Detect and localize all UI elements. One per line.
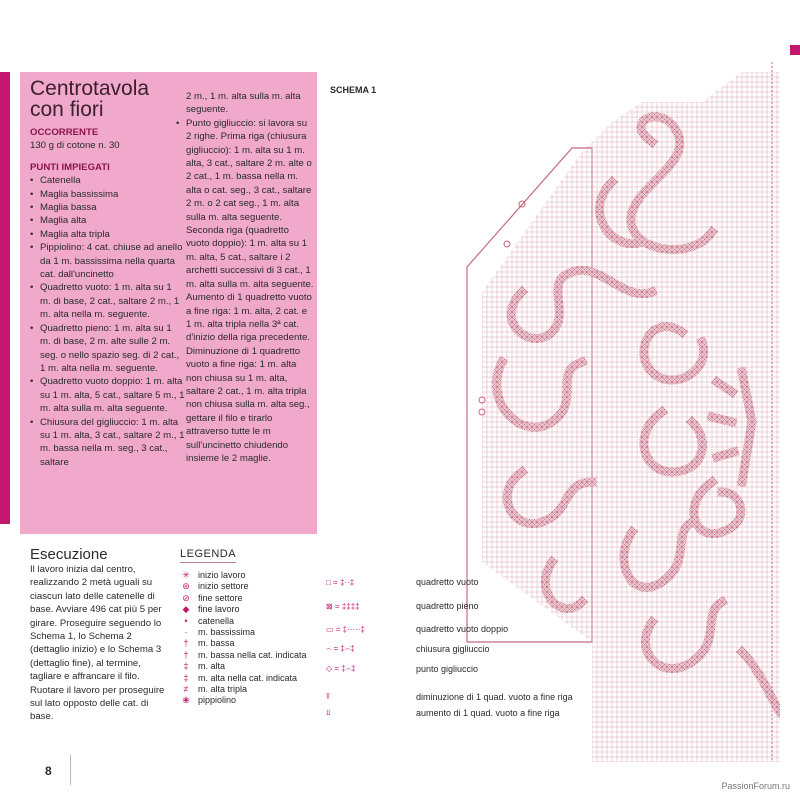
legenda-item [180, 581, 307, 592]
key-item [326, 577, 479, 587]
key-label: quadretto vuoto [416, 577, 479, 587]
asterisk-icon: ✳ [182, 570, 190, 580]
t-icon: ‡ [183, 661, 189, 672]
legenda-item [180, 604, 307, 615]
legenda-item [180, 570, 307, 581]
crossed-circle-icon: ⊘ [182, 592, 190, 603]
legenda-item [180, 638, 307, 649]
key-symbol-icon: ⊠ = ‡‡‡‡ [326, 601, 360, 611]
legenda-title: LEGENDA [180, 548, 236, 563]
legenda-list [180, 570, 307, 707]
key-symbol-icon: ◇ = ‡⌢‡ [326, 664, 356, 673]
key-item [326, 601, 479, 611]
legenda-item [180, 695, 307, 706]
key-item [326, 644, 490, 654]
occorrente-text: 130 g di cotone n. 30 [30, 140, 120, 152]
legenda-label: fine lavoro [198, 604, 240, 615]
legenda-label: m. alta tripla [198, 684, 248, 695]
article-title: Centrotavola con fiori [30, 77, 150, 121]
occorrente-heading: OCCORRENTE [30, 127, 99, 138]
right-accent-mark [790, 45, 800, 55]
legenda-item [180, 684, 307, 695]
chart-grid-region [482, 72, 780, 762]
key-item [326, 624, 508, 634]
cross-icon: † [183, 649, 189, 660]
key-label: aumento di 1 quad. vuoto a fine riga [416, 708, 560, 718]
page-divider [70, 755, 71, 785]
key-label: punto gigliuccio [416, 664, 479, 674]
esecuzione-title: Esecuzione [30, 546, 108, 563]
materials-column-2 [176, 90, 314, 465]
legenda-label: pippiolino [198, 695, 237, 706]
legenda-item [180, 673, 307, 684]
list-item: • Quadretto pieno: 1 m. alta su 1 m. di base, 2 m. alte sulle 2 m. seg. o nello spazio seg. di 2 cat., 1 m. alta nella m. seguente. [30, 322, 185, 376]
legenda-label: m. alta [198, 661, 226, 672]
punto-gigliuccio-item: • Punto gigliuccio: si lavora su 2 righe. Prima riga (chiusura gigliuccio): 1 m. alta su 1 m. alta, 3 cat., saltare 2 m. alte o 2 cat., 1 m. bassa nella m. alta o cat. seg., 3 cat., saltare 2 m. o 2 cat seg., 1 m. alta sulla m. alta seguente. Seconda riga (quadretto vuoto doppio): 1 m. alta su 1 m. alta, 5 cat., saltare i 2 archetti successivi di 3 cat., 1 m. alta sulla m. alta seguente. [176, 117, 314, 291]
legenda-label: m. bassa nella cat. indicata [198, 649, 307, 660]
key-item [326, 708, 560, 718]
picot-icon: ❀ [182, 695, 190, 706]
list-item: • Catenella [30, 174, 185, 187]
list-item: • Maglia alta tripla [30, 228, 185, 241]
t-icon: ‡ [183, 672, 189, 683]
watermark: PassionForum.ru [721, 781, 790, 791]
punti-heading: PUNTI IMPIEGATI [30, 161, 110, 173]
filet-chart [462, 62, 780, 762]
key-label: quadretto pieno [416, 601, 479, 611]
list-item: • Chiusura del gigliuccio: 1 m. alta su 1 m. alta, 3 cat., saltare 2 m., 1 m. bassa nella m. seg., 3 cat., saltare [30, 416, 185, 470]
list-item: • Quadretto vuoto: 1 m. alta su 1 m. di base, 2 cat., saltare 2 m., 1 m. alta nella m. seguente. [30, 281, 185, 321]
legenda-label: m. bassa [198, 638, 235, 649]
key-symbol-icon: ⫫ [326, 708, 331, 717]
schema-title: SCHEMA 1 [330, 85, 377, 95]
legenda-label: inizio lavoro [198, 570, 246, 580]
legenda-label: m. alta nella cat. indicata [198, 672, 298, 683]
list-item: • Maglia alta [30, 214, 185, 227]
diminuzione-text: Diminuzione di 1 quadretto vuoto a fine riga: 1 m. alta non chiusa su 1 m. alta, saltare 2 cat., 1 m. alta tripla non chiusa sulla m. alta seg., gettare il filo e tirarlo attraverso tutte le m sull'uncinetto chiudendo insieme le 2 maglie. [186, 345, 310, 464]
key-symbol-icon: ⫪ [326, 692, 331, 701]
esecuzione-text: Il lavoro inizia dal centro, realizzando 2 metà uguali su ciascun lato delle catenelle di base. Avviare 496 cat più 5 per girare. Proseguire seguendo lo Schema 1, lo Schema 2 (dettaglio inizio) e lo Schema 3 (dettaglio fine), al termine, tagliare e affrancare il filo. Ruotare il lavoro per proseguire sul lato opposto delle cat. di base. [30, 564, 165, 723]
key-item [326, 692, 573, 702]
materials-column-1 [30, 126, 185, 469]
punti-list-2 [176, 117, 314, 291]
list-item: • Maglia bassissima [30, 188, 185, 201]
list-item: • Pippiolino: 4 cat. chiuse ad anello da 1 m. bassissima nella quarta cat. dall'uncinetto [30, 241, 185, 281]
punti-list [30, 174, 185, 469]
list-item: • Maglia bassa [30, 201, 185, 214]
legenda-item [180, 616, 307, 627]
list-item: • Quadretto vuoto doppio: 1 m. alta su 1 m. alta, 5 cat., saltare 5 m., 1 m. alta sulla m. alta seguente. [30, 375, 185, 415]
left-accent-bar [0, 72, 10, 524]
legenda-label: fine settore [198, 592, 243, 603]
continued-text: 2 m., 1 m. alta sulla m. alta seguente. [186, 91, 301, 116]
key-item [326, 664, 478, 674]
key-label: chiusura gigliuccio [416, 644, 490, 654]
legenda-item [180, 593, 307, 604]
legenda-item [180, 627, 307, 638]
key-symbol-icon: ▭ = ‡·····‡ [326, 624, 365, 634]
triple-icon: ≠ [183, 684, 189, 695]
small-dot-icon: · [184, 627, 188, 638]
key-symbol-icon: □ = ‡··‡ [326, 577, 355, 587]
diamond-icon: ◆ [182, 604, 190, 615]
legenda-label: catenella [198, 615, 235, 626]
dot-icon: • [184, 615, 188, 626]
circle-icon: ⊛ [182, 581, 190, 592]
key-symbol-icon: ⌢ = ‡⌢‡ [326, 644, 355, 653]
cross-icon: † [183, 638, 189, 649]
aumento-text: Aumento di 1 quadretto vuoto a fine riga: 1 m. alta, 2 cat. e 1 m. alta tripla nella 3ª cat. d'inizio della riga precedente. [186, 292, 312, 344]
key-label: quadretto vuoto doppio [416, 624, 509, 634]
page-number: 8 [45, 764, 52, 778]
legenda-label: inizio settore [198, 581, 249, 592]
legenda-item [180, 661, 307, 672]
key-label: diminuzione di 1 quad. vuoto a fine riga [416, 692, 573, 702]
legenda-item [180, 650, 307, 661]
legenda-label: m. bassissima [198, 627, 256, 638]
